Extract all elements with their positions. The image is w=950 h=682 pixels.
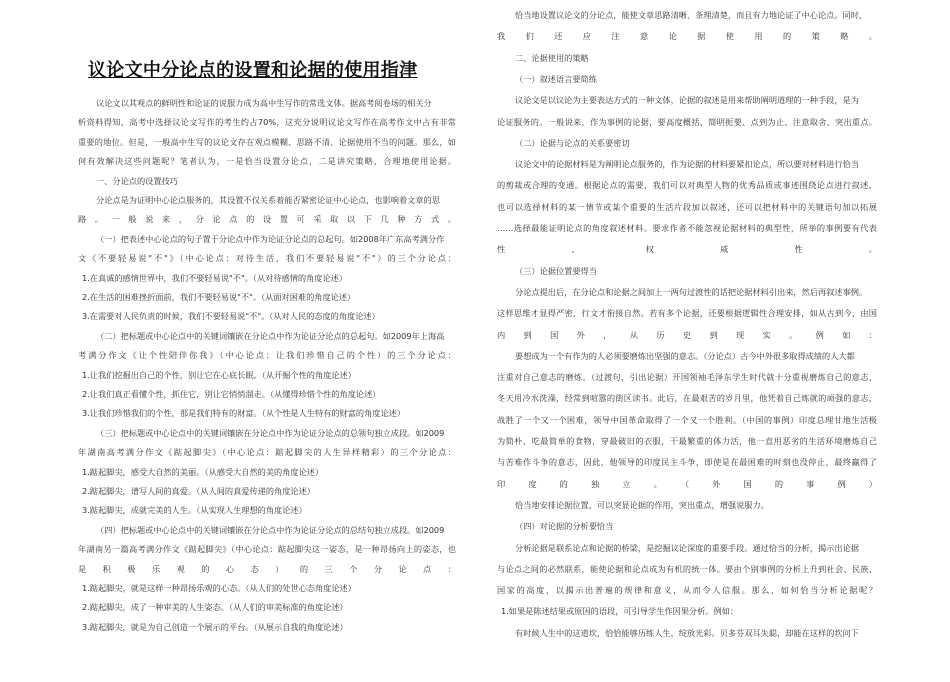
left-text-line: 1.踮起脚尖，就是这样一种昂扬乐观的心态。（从人们的处世心态角度论述） <box>82 583 356 593</box>
left-text-line: 1.让我们挖掘出自己的个性，别让它在心底长眠。（从开掘个性的角度论述） <box>82 369 356 380</box>
right-text-line: 有时候人生中的这道坎，恰恰能够历练人生，绽放光彩。贝多芬双耳失聪，却能在这样的坎问下 <box>515 627 859 638</box>
right-text-line: 性、权威性。 <box>497 244 877 255</box>
left-text-line: 议论文以其观点的鲜明性和论证的说服力成为高中生写作的常选文体。据高考阅卷场的相关分 <box>96 98 432 108</box>
right-text-line: （三）论据位置要得当 <box>515 265 597 276</box>
right-text-line: 与苦难作斗争的意志，因此，他领导的印度民主斗争，即使是在最困难的时刻也没停止，最终赢得了 <box>497 457 877 468</box>
right-text-line: 分析论据是联系论点和论据的桥梁，是挖掘议论深度的重要手段。通过恰当的分析，揭示出论据 <box>515 542 859 553</box>
left-text-line: 年湖南另一篇高考满分作文《踮起脚尖》（中心论点：踮起脚尖这一姿态，是一种昂扬向上的姿态，也 <box>78 544 456 555</box>
right-text-line: 1.如果是陈述结果或原因的语段，可引导学生作因果分析。例如： <box>501 606 739 617</box>
right-text-line: 的剪裁或合理的变通。根据论点的需要，我们可以对典型人物的优秀品质或事迹围绕论点进行叙述， <box>497 180 877 191</box>
right-text-line: 这样思维才显得严密，行文才衔接自然。若有多个论据，还要根据逻辑性合理安排，如从古到今，由国 <box>497 308 877 319</box>
right-text-line: 为简朴，吃最简单的食物，穿最破旧的衣服，干最繁重的体力活，他一直用恶劣的生活环境磨炼自己 <box>497 436 877 446</box>
right-text-line: 国家的高度，以揭示出普遍的规律和意义，从而令人信服。那么，如何恰当分析论据呢？ <box>497 585 877 596</box>
left-text-line: 3.让我们珍惜我们的个性，那是我们特有的财富。（从个性是人生特有的财富的角度论述） <box>82 408 406 419</box>
left-text-line: （二）把标题或中心论点中的关键词镶嵌在分论点中作为论证分论点的总起句。如2009年上海高 <box>96 330 445 341</box>
right-text-line: 议论文中的论据材料是为阐明论点服务的，作为论据的材料要紧扣论点，所以要对材料进行恰当 <box>515 159 859 170</box>
right-text-line: （一）叙述语言要简练 <box>515 73 597 84</box>
left-text-line: 1.在真诚的感情世界中，我们不要轻易说"不"。（从对待感情的角度论述） <box>82 272 348 283</box>
left-text-line: 2.让我们真正看懂个性，抓住它，别让它悄悄溜走。（从懂得珍惜个性的角度论述） <box>82 389 381 399</box>
right-text-line: 要想成为一个有作为的人必须要磨炼出坚强的意志。（分论点）古今中外很多取得成绩的人大都 <box>515 350 855 361</box>
right-text-line: 战胜了一个又一个困难，领导中国革命取得了一个又一个胜利。（中国的事例）印度总理甘地生活极 <box>497 414 877 425</box>
left-text-line: 2.踮起脚尖，成了一种审美的人生姿态。（从人们的审美标准的角度论述） <box>82 602 348 613</box>
left-text-line: 路。一般说来，分论点的设置可采取以下几种方式。 <box>78 214 456 225</box>
right-text-line: 分论点提出后，在分论点和论据之间加上一两句过渡性的话把论据材料引出来，然后再叙述事例。 <box>515 286 868 297</box>
right-text-line: 与论点之间的必然联系，能使论据和论点成为有机的统一体。要由个别事例的分析上升到社会、民族、 <box>497 563 877 574</box>
left-text-line: 3.踮起脚尖，成就完美的人生。（从实现人生理想的角度论述） <box>82 505 307 516</box>
left-text-line: 3.在需要对人民负责的时候，我们不要轻易说"不"。（从对人民的态度的角度论述） <box>82 311 380 322</box>
left-text-line: 一、分论点的设置技巧 <box>96 175 178 186</box>
page-title: 议论文中分论点的设置和论据的使用指津 <box>88 60 418 81</box>
right-text-line: 注重对自己意志的磨炼。（过渡句，引出论据）开国领袖毛泽东学生时代就十分重视磨炼自己的意志， <box>497 372 877 383</box>
left-text-line: （三）把标题或中心论点中的关键词镶嵌在分论点中作为论证分论点的总领句独立成段。如2009 <box>96 427 445 438</box>
right-text-line: 也可以选择材料的某一情节或某个重要的生活片段加以叙述，还可以把材料中的关键语句加以拓展 <box>497 201 877 212</box>
left-text-line: （四）把标题或中心论点中的关键词镶嵌在分论点中作为论证分论点的总结句独立成段。如2009 <box>96 524 445 535</box>
left-text-line: 考满分作文《让个性陪伴你我》（中心论点：让我们珍惜自己的个性）的三个分论点： <box>78 350 456 361</box>
left-text-line: 何有效解决这些问题呢？笔者认为，一是恰当设置分论点，二是讲究策略，合理地使用论据。 <box>78 156 456 167</box>
right-text-line: 恰当地设置议论文的分论点，能使文章思路清晰、条理清楚，而且有力地论证了中心论点。同时， <box>515 10 868 20</box>
right-text-line: 我们还应注意论据使用的策略。 <box>497 31 877 42</box>
left-text-line: 2.踮起脚尖，谱写人间的真爱。（从人间的真爱传递的角度论述） <box>82 486 315 496</box>
left-text-line: 2.在生活的困难挫折面前，我们不要轻易说"不"。（从面对困难的角度论述） <box>82 292 356 302</box>
right-text-line: 二、论据使用的策略 <box>515 52 589 63</box>
right-text-line: （二）论据与论点的关系要密切 <box>515 137 630 148</box>
right-text-line: 恰当地安排论据位置，可以突显论据的作用，突出重点，增强说服力。 <box>515 499 769 510</box>
right-text-line: 印度的独立。（外国的事例） <box>497 478 877 489</box>
left-text-line: 文《不要轻易说"不"》（中心论点：对待生活，我们不要轻易说"不"）的三个分论点： <box>78 253 456 264</box>
left-text-line: 重要的地位。但是，一般高中生写的议论文存在观点模糊、思路不清、论据使用不当的问题。那么，如 <box>78 136 456 147</box>
left-text-line: 析资料得知，高考中选择议论文写作的考生约占70%，这充分说明议论文写作在高考作文中占有非常 <box>78 117 456 128</box>
left-text-line: 年湖南高考满分作文《踮起脚尖》（中心论点：踮起脚尖的人生异样精彩）的三个分论点： <box>78 447 456 458</box>
right-text-line: 内到国外，从历史到现实。例如： <box>497 329 877 340</box>
right-text-line: ……选择最能证明论点的角度叙述材料。要求作者不能忽视论据材料的典型性，所举的事例要有代表 <box>497 223 877 233</box>
left-text-line: 1.踮起脚尖，感受大自然的美丽。（从感受大自然的美的角度论述） <box>82 466 324 477</box>
right-text-line: 论证服务的。一般说来，作为事例的论据，要高度概括、简明扼要、点到为止、注意取舍、突出重点。 <box>497 116 877 127</box>
left-text-line: 是积极乐观的心态）的三个分论点： <box>78 563 456 574</box>
right-text-line: 冬天用冷水洗澡，经常到喧嚣的街区读书。此后，在最艰苦的岁月里，他凭着自己炼就的顽强的意志， <box>497 393 877 404</box>
right-text-line: （四）对论据的分析要恰当 <box>515 521 614 532</box>
left-text-line: 3.踮起脚尖，就是为自己创造一个展示的平台。（从展示自我的角度论述） <box>82 621 348 632</box>
right-text-line: 议论文是以议论为主要表达方式的一种文体，论据的叙述是用来帮助阐明道理的一种手段，是为 <box>515 95 859 106</box>
left-text-line: （一）把表述中心论点的句子置于分论点中作为论证分论点的总起句。如2008年广东高考满分作 <box>96 233 445 244</box>
left-text-line: 分论点是为证明中心论点服务的，其设置不仅关系着能否紧密论证中心论点，也影响着文章的思 <box>96 195 440 205</box>
